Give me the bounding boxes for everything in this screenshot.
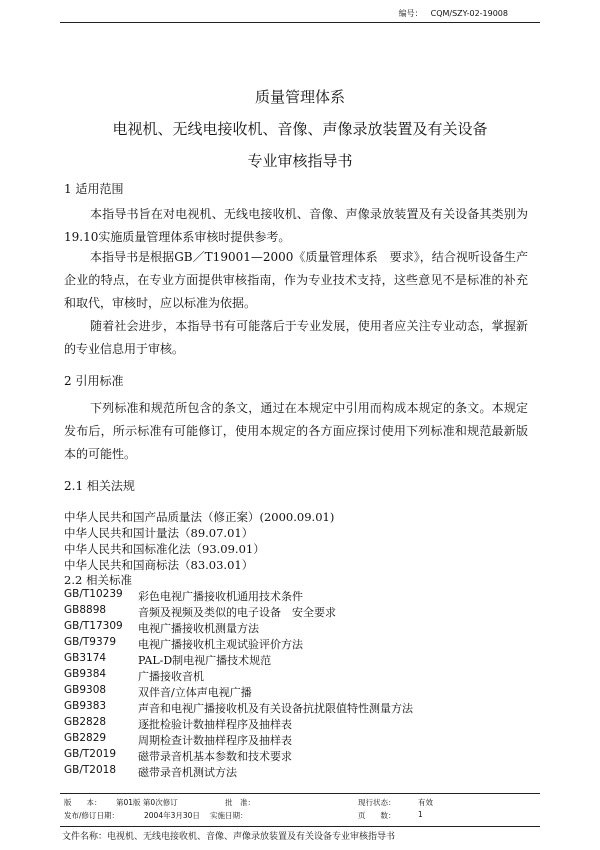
standard-row: [64, 588, 303, 604]
law-item: 中华人民共和国标准化法（93.09.01）: [64, 542, 265, 556]
standard-code: GB2829: [64, 732, 107, 744]
standard-name: 彩色电视广播接收机通用技术条件: [138, 590, 303, 603]
standard-code: GB9308: [64, 684, 107, 696]
footer-date-label: 发布/修订日期：: [64, 811, 120, 820]
standard-name: 周期检查计数抽样程序及抽样表: [138, 734, 292, 747]
section-1-paragraph-3: 随着社会进步，本指导书有可能落后于专业发展，使用者应关注专业动态，掌握新的专业信息用于审核。: [64, 319, 528, 356]
standard-code: GB/T10239: [64, 588, 123, 600]
standard-name: 电视广播接收机主观试验评价方法: [138, 638, 303, 651]
footer-approve-label: 批 准：: [225, 798, 255, 807]
section-2-paragraph-1: 下列标准和规范所包含的条文，通过在本规定中引用而构成本规定的条文。本规定发布后，所示标准有可能修订，使用本规定的各方面应探讨使用下列标准和规范最新版本的可能性。: [64, 401, 528, 461]
standard-row: [64, 668, 204, 684]
section-1-heading: 1 适用范围: [64, 182, 124, 196]
header-divider: [60, 22, 540, 23]
law-item: 中华人民共和国产品质量法（修正案）(2000.09.01): [64, 510, 335, 524]
section-1-paragraph-2: 本指导书是根据GB／T19001—2000《质量管理体系 要求》，结合视听设备生产企业的特点，在专业方面提供审核指南，作为专业技术支持，这些意见不是标准的补充和取代，审核时，应以标准为依据。: [64, 250, 528, 310]
standard-code: GB2828: [64, 716, 107, 728]
law-item: 中华人民共和国计量法（89.07.01）: [64, 526, 254, 540]
standard-code: GB/T2018: [64, 764, 117, 776]
standard-row: [64, 700, 413, 716]
standard-row: [64, 604, 336, 620]
document-number: [399, 8, 508, 19]
document-number-label: 编号：: [398, 9, 423, 18]
standard-name: 磁带录音机基本参数和技术要求: [138, 750, 292, 763]
footer-divider-bottom: [60, 826, 540, 827]
standard-row: [64, 748, 292, 764]
footer-implementation-label: 实施日期：: [210, 811, 248, 820]
standard-name: PAL-D制电视广播技术规范: [138, 654, 272, 667]
title-line-3: 专业审核指导书: [247, 152, 353, 170]
footer-filename: 文件名称：电视机、无线电接收机、音像、声像录放装置及有关设备专业审核指导书: [62, 832, 396, 842]
standard-name: 磁带录音机测试方法: [138, 766, 237, 779]
footer-edition-label: 版 本：: [64, 798, 102, 807]
section-2-1-heading: 2.1 相关法规: [64, 479, 135, 493]
law-item: 中华人民共和国商标法（83.03.01）: [64, 558, 254, 572]
standard-row: [64, 636, 303, 652]
footer-status: 有效: [418, 798, 433, 807]
standard-row: [64, 764, 237, 780]
standard-code: GB/T9379: [64, 636, 117, 648]
footer-date: 2004年3月30日: [144, 811, 200, 820]
standard-name: 电视广播接收机测量方法: [138, 622, 259, 635]
standard-row: [64, 716, 292, 732]
standard-name: 双伴音/立体声电视广播: [138, 686, 252, 699]
section-1-paragraph-1: 本指导书旨在对电视机、无线电接收机、音像、声像录放装置及有关设备其类别为19.10实施质量管理体系审核时提供参考。: [64, 207, 528, 244]
standard-row: [64, 732, 292, 748]
standard-code: GB9383: [64, 700, 107, 712]
section-2-2-heading: 2.2 相关标准: [64, 573, 132, 587]
footer-edition: 第01版 第0次修订: [116, 798, 178, 807]
footer-pages-label: 页 数：: [358, 811, 396, 820]
footer-status-label: 现行状态：: [358, 798, 396, 807]
section-2-heading: 2 引用标准: [64, 374, 124, 388]
footer-pages: 1: [418, 810, 423, 819]
standard-code: GB8898: [64, 604, 107, 616]
title-line-2: 电视机、无线电接收机、音像、声像录放装置及有关设备: [112, 120, 488, 138]
standard-name: 声音和电视广播接收机及有关设备抗扰限值特性测量方法: [138, 702, 413, 715]
document-number-value: CQM/SZY-02-19008: [430, 9, 508, 18]
standard-name: 逐批检验计数抽样程序及抽样表: [138, 718, 292, 731]
standard-code: GB/T17309: [64, 620, 123, 632]
title-line-1: 质量管理体系: [254, 88, 345, 106]
standard-row: [64, 684, 252, 700]
standard-name: 广播接收音机: [138, 670, 204, 683]
footer-divider-top: [60, 793, 540, 794]
standard-code: GB/T2019: [64, 748, 117, 760]
standard-name: 音频及视频及类似的电子设备 安全要求: [138, 606, 336, 619]
standard-row: [64, 652, 271, 668]
standard-code: GB3174: [64, 652, 107, 664]
standard-code: GB9384: [64, 668, 107, 680]
standard-row: [64, 620, 259, 636]
